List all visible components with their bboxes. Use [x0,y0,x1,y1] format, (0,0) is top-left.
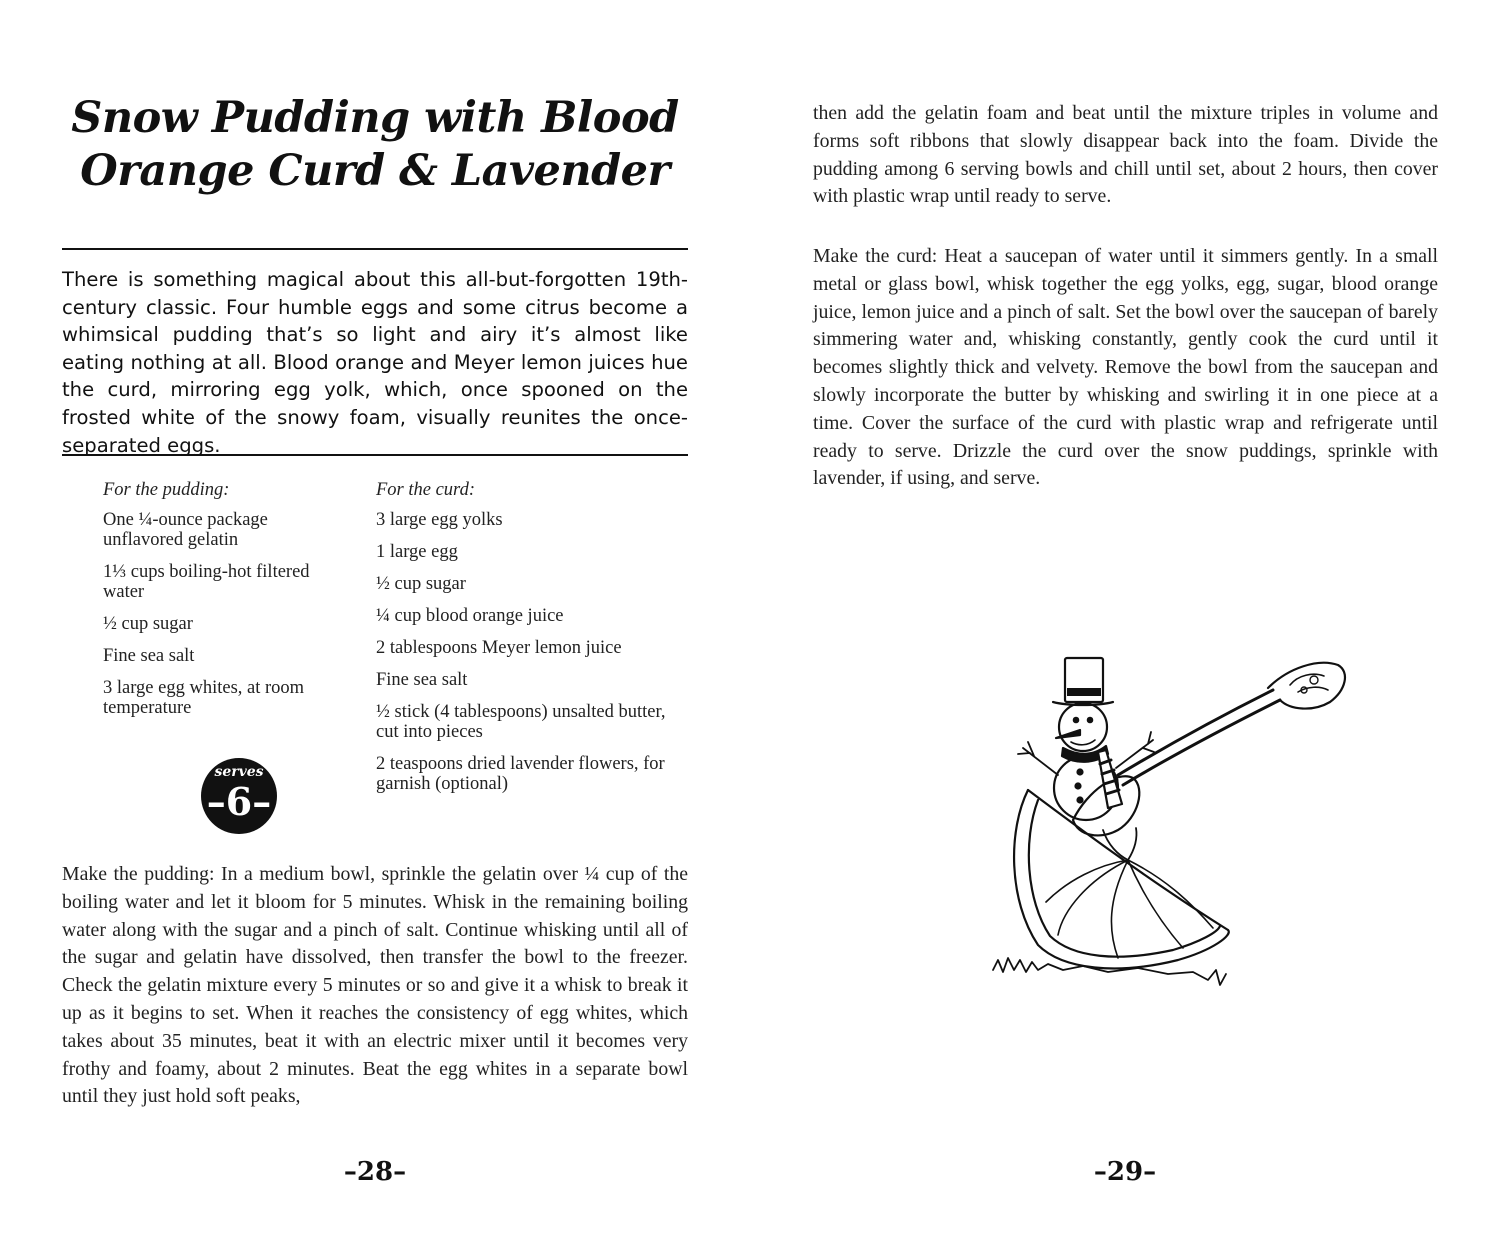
right-page [750,0,1500,1250]
recipe-intro: There is something magical about this all-but-forgotten 19th-century classic. Four humble eggs and some citrus become a whimsical pudding that’s so light and airy it’s almost like eating nothing at all. Blood orange and Meyer lemon juices hue the curd, mirroring egg yolk, which, once spooned on the frosted white of the snowy foam, visually reunites the once-separated eggs. [62,268,688,457]
ingredient-item: Fine sea salt [376,670,468,690]
curd-heading: For the curd: [376,480,475,500]
title-divider [62,248,688,250]
curd-ingredients [376,478,676,806]
ingredient-item: Fine sea salt [103,646,195,666]
serves-badge [201,758,277,834]
pudding-ingredients [103,478,333,730]
ingredient-item: 2 tablespoons Meyer lemon juice [376,638,622,658]
curd-method: Make the curd: Heat a saucepan of water until it simmers gently. In a small metal or glass bowl, whisk together the egg yolks, egg, sugar, blood orange juice, lemon juice and a pinch of salt. Set the bowl over the saucepan of barely simmering water and, whisking constantly, gently cook the curd until it becomes slightly thick and velvety. Remove the bowl from the saucepan and slowly incorporate the butter by whisking and swirling it in one piece at a time. Cover the surface of the curd with plastic wrap and refrigerate until ready to serve. Drizzle the curd over the snow puddings, sprinkle with lavender, if using, and serve. [813,245,1438,490]
ingredient-item: 2 teaspoons dried lavender flowers, for garnish (optional) [376,754,665,794]
snowman-on-spoon-illustration-icon [968,640,1358,1010]
ingredient-item: 1⅓ cups boiling-hot filtered water [103,562,310,602]
ingredient-item: ½ cup sugar [103,614,193,634]
serves-number: –6– [206,779,272,824]
intro-divider [62,454,688,456]
ingredient-item: One ¼-ounce package unflavored gelatin [103,510,268,550]
page-number-left: –28– [343,1157,407,1187]
ingredient-item: 3 large egg yolks [376,510,503,530]
serves-label: serves [214,764,264,780]
ingredient-item: 1 large egg [376,542,458,562]
pudding-ingredient-list [103,510,333,718]
ingredient-item: ½ stick (4 tablespoons) unsalted butter, cut into pieces [376,702,666,742]
pudding-heading: For the pudding: [103,480,230,500]
pudding-method: Make the pudding: In a medium bowl, sprinkle the gelatin over ¼ cup of the boiling water and let it bloom for 5 minutes. Whisk in the remaining boiling water along with the sugar and a pinch of salt. Continue whisking until all of the sugar and gelatin have dissolved, then transfer the bowl to the freezer. Check the gelatin mixture every 5 minutes or so and give it a whisk to break it up as it begins to set. When it reaches the consistency of egg whites, which takes about 35 minutes, beat it with an electric mixer until it becomes very frothy and foamy, about 2 minutes. Beat the egg whites in a separate bowl until they just hold soft peaks, [62,863,688,1108]
pudding-method-continued: then add the gelatin foam and beat until the mixture triples in volume and forms soft ribbons that slowly disappear back into the foam. Divide the pudding among 6 serving bowls and chill until set, about 2 hours, then cover with plastic wrap until ready to serve. [813,102,1438,208]
curd-ingredient-list [376,510,676,794]
page-number-right: –29– [1093,1157,1157,1187]
ingredient-item: 3 large egg whites, at room temperature [103,678,305,718]
recipe-title: Snow Pudding with Blood Orange Curd & Lavender [71,93,679,196]
ingredient-item: ¼ cup blood orange juice [376,606,564,626]
ingredient-item: ½ cup sugar [376,574,466,594]
